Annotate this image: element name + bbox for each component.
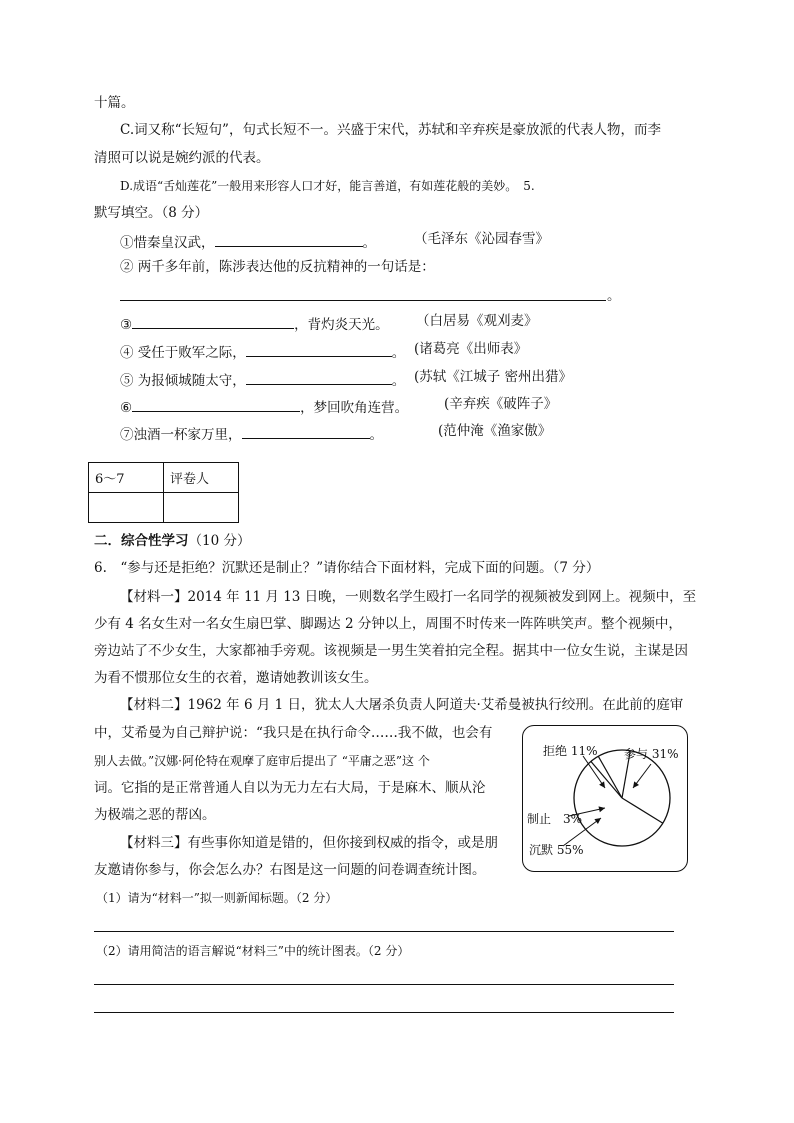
section-title: 二．综合性学习 — [94, 533, 189, 549]
survey-pie-chart — [522, 725, 688, 872]
dictation-q4 — [120, 343, 405, 361]
dictation-q2: ② 两千多年前，陈涉表达他的反抗精神的一句话是： — [120, 259, 435, 275]
sub1-answer-line[interactable] — [94, 931, 674, 932]
dictation-q7 — [120, 425, 383, 443]
dictation-q6 — [120, 398, 408, 416]
q4-blank[interactable] — [246, 343, 392, 357]
sub-question-1: （1）请为“材料一”拟一则新闻标题。（2 分） — [96, 891, 338, 905]
option-c-line-2: 清照可以说是婉约派的代表。 — [94, 150, 270, 166]
sub-question-2: （2）请用简洁的语言解说“材料三”中的统计图表。（2 分） — [96, 944, 410, 958]
material-1-line-3: 旁边站了不少女生，大家都袖手旁观。该视频是一男生笑着拍完全程。据其中一位女生说，主谋是因 — [94, 643, 688, 659]
material-1-line-2: 少有 4 名女生对一名女生扇巴掌、脚踢达 2 分钟以上，周围不时传来一阵阵哄笑声。整个视频中， — [94, 616, 682, 632]
dictation-q3 — [120, 315, 389, 333]
q3-end: ，背灼炎天光。 — [294, 317, 389, 333]
material-3-line-2: 友邀请你参与，你会怎么办？右图是这一问题的问卷调查统计图。 — [94, 862, 486, 878]
q1-source: （毛泽东《沁园春雪》 — [414, 231, 549, 247]
pie-svg — [523, 726, 687, 871]
material-2-line-2: 中，艾希曼为自己辩护说：“我只是在执行命令……我不做，也会有 — [94, 725, 493, 741]
sub2-answer-line-2[interactable] — [94, 1012, 674, 1013]
q7-blank[interactable] — [242, 425, 370, 439]
q1-blank[interactable] — [215, 233, 363, 247]
q3-blank[interactable] — [132, 315, 294, 329]
material-2-line-1: 【材料二】1962 年 6 月 1 日，犹太人大屠杀负责人阿道夫·艾希曼被执行绞刑。在此前的庭审 — [120, 697, 684, 713]
q5-prefix: ⑤ 为报倾城随太守， — [120, 373, 246, 389]
q7-end: 。 — [369, 427, 383, 443]
q6-source: (辛弃疾《破阵子》 — [444, 396, 558, 412]
score-range-cell: 6～7 — [89, 463, 164, 493]
q2-blank[interactable] — [120, 300, 606, 301]
q7-prefix: ⑦浊酒一杯家万里， — [120, 427, 242, 443]
dictation-q5 — [120, 371, 405, 389]
q7-source: (范仲淹《渔家傲》 — [438, 423, 552, 439]
q2-end: 。 — [607, 288, 621, 304]
q5-heading: 默写填空。（8 分） — [94, 205, 209, 221]
q3-prefix: ③ — [120, 317, 133, 333]
pie-label-拒绝: 拒绝 11% — [543, 744, 598, 758]
q4-source: (诸葛亮《出师表》 — [414, 341, 528, 357]
pie-label-制止: 制止 3% — [527, 812, 583, 826]
grader-input-cell[interactable] — [164, 493, 239, 523]
q6-prefix: ⑥ — [120, 400, 133, 416]
sub2-answer-line-1[interactable] — [94, 984, 674, 985]
material-1-line-1: 【材料一】2014 年 11 月 13 日晚，一则数名学生殴打一名同学的视频被发到网上。视频中，至 — [120, 589, 697, 605]
material-2-line-5: 为极端之恶的帮凶。 — [94, 807, 216, 823]
q5-source: (苏轼《江城子 密州出猎》 — [414, 369, 573, 385]
q6-end: ，梦回吹角连营。 — [300, 400, 409, 416]
option-d-line: D.成语“舌灿莲花”一般用来形容人口才好，能言善道，有如莲花般的美妙。 5. — [120, 179, 535, 193]
q6-stem: 6. “参与还是拒绝？沉默还是制止？”请你结合下面材料，完成下面的问题。（7 分） — [94, 560, 600, 576]
q4-prefix: ④ 受任于败军之际， — [120, 345, 246, 361]
pie-label-参与: 参与 31% — [624, 747, 679, 761]
score-table — [88, 462, 239, 523]
section-points: （10 分） — [188, 533, 251, 549]
score-input-cell[interactable] — [89, 493, 164, 523]
q1-prefix: ①惜秦皇汉武， — [120, 235, 215, 251]
material-2-line-3: 别人去做。”汉娜·阿伦特在观摩了庭审后提出了 “平庸之恶”这 个 — [94, 754, 430, 768]
q1-end: 。 — [362, 235, 376, 251]
material-2-line-4: 词。它指的是正常普通人自以为无力左右大局，于是麻木、顺从沦 — [94, 780, 486, 796]
dictation-q1 — [120, 233, 376, 251]
q6-blank[interactable] — [132, 398, 300, 412]
material-3-line-1: 【材料三】有些事你知道是错的，但你接到权威的指令，或是朋 — [120, 835, 498, 851]
option-c-line-1: C.词又称“长短句”，句式长短不一。兴盛于宋代，苏轼和辛弃疾是豪放派的代表人物，而李 — [120, 122, 661, 138]
pie-label-沉默: 沉默 55% — [529, 843, 584, 857]
q5-end: 。 — [391, 373, 406, 389]
material-1-line-4: 为看不惯那位女生的衣着，邀请她教训该女生。 — [94, 670, 378, 686]
q4-end: 。 — [391, 345, 406, 361]
q3-source: （白居易《观刈麦》 — [416, 313, 538, 329]
section-heading — [94, 535, 250, 549]
q5-blank[interactable] — [246, 371, 392, 385]
grader-cell: 评卷人 — [164, 463, 239, 493]
text-line: 十篇。 — [94, 95, 135, 111]
